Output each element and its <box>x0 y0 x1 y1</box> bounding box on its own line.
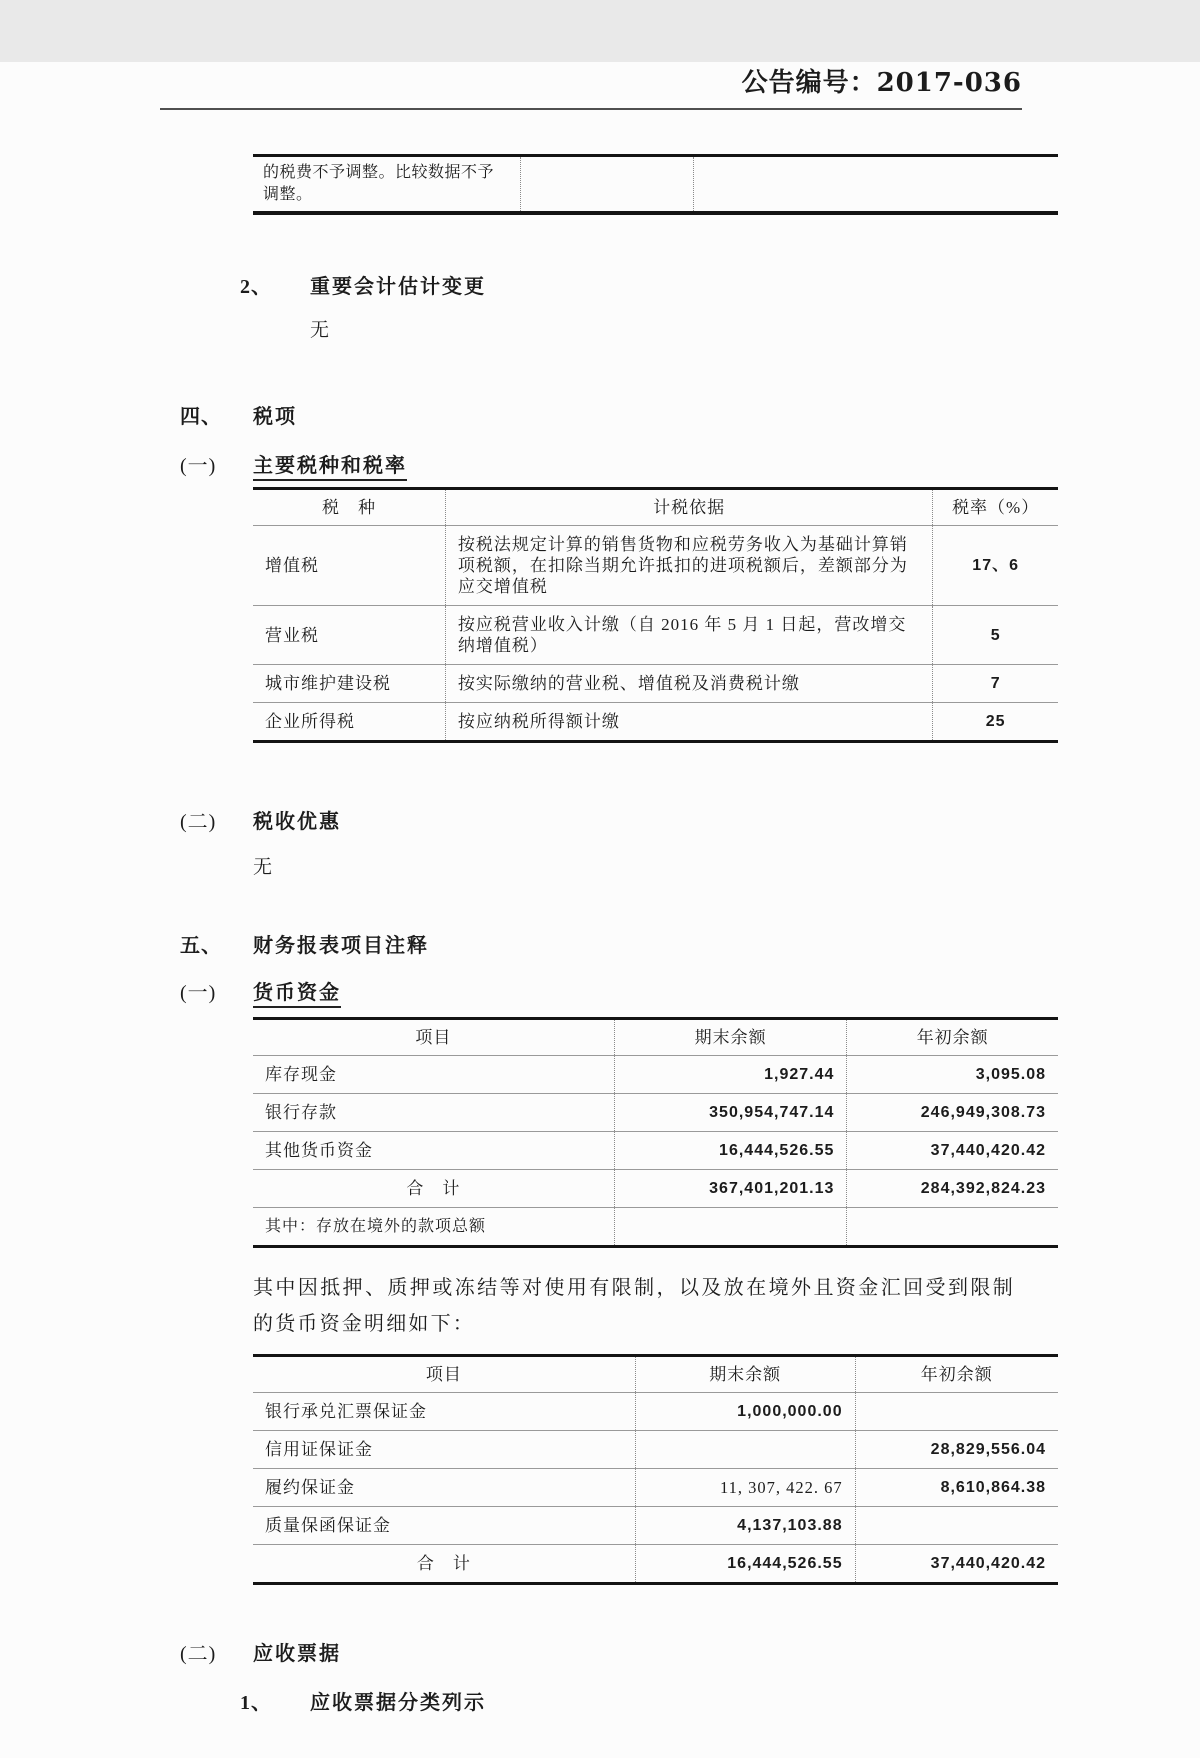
table-cell: 37,440,420.42 <box>847 1132 1058 1170</box>
table-cell <box>694 156 1058 214</box>
section-title: 税项 <box>253 406 297 428</box>
table-cell: 银行承兑汇票保证金 <box>253 1393 635 1431</box>
section-number: 五、 <box>180 935 222 957</box>
table-row-total <box>253 1170 1058 1208</box>
table-cell: 库存现金 <box>253 1056 614 1094</box>
table-cell: 其他货币资金 <box>253 1132 614 1170</box>
section-number: (二) <box>180 811 217 833</box>
table-cell <box>855 1507 1058 1545</box>
section-title: 税收优惠 <box>253 811 341 833</box>
table-cell: 284,392,824.23 <box>847 1170 1058 1208</box>
table-cell: 按应纳税所得额计缴 <box>445 703 932 742</box>
section-heading-2 <box>0 270 1200 299</box>
table-cell: 按税法规定计算的销售货物和应税劳务收入为基础计算销项税额，在扣除当期允许抵扣的进项税额后，差额部分为应交增值税 <box>445 526 932 606</box>
table-cell: 25 <box>985 713 1006 730</box>
announcement-number: 公告编号：2017-036 <box>741 68 1022 98</box>
table-row <box>253 606 1058 665</box>
column-header: 计税依据 <box>445 489 932 526</box>
table-cell: 8,610,864.38 <box>855 1469 1058 1507</box>
table-row <box>253 1208 1058 1247</box>
table-cell: 1,000,000.00 <box>635 1393 855 1431</box>
column-header: 税 种 <box>253 489 445 526</box>
section-title: 应收票据分类列示 <box>310 1692 486 1714</box>
cash-table <box>253 1017 1058 1248</box>
section-heading-5-2 <box>0 1637 1200 1666</box>
section-number: (一) <box>180 982 217 1004</box>
section-number: 1、 <box>240 1692 272 1714</box>
table-header-row <box>253 1019 1058 1056</box>
table-cell: 的税费不予调整。比较数据不予调整。 <box>253 156 520 214</box>
section-heading-5 <box>0 929 1200 958</box>
table-cell: 7 <box>933 665 1058 703</box>
column-header: 项目 <box>253 1019 614 1056</box>
table-cell <box>855 1393 1058 1431</box>
section-body: 无 <box>253 857 273 878</box>
restricted-funds-note: 其中因抵押、质押或冻结等对使用有限制，以及放在境外且资金汇回受到限制的货币资金明细如下： <box>253 1277 1015 1335</box>
table-cell: 营业税 <box>253 606 445 665</box>
table-row <box>253 1056 1058 1094</box>
table-cell: 350,954,747.14 <box>614 1094 847 1132</box>
table-cell: 16,444,526.55 <box>614 1132 847 1170</box>
column-header: 项目 <box>253 1356 635 1393</box>
table-cell: 合 计 <box>253 1170 614 1208</box>
table-cell <box>847 1208 1058 1247</box>
table-row <box>253 1393 1058 1431</box>
table-cell <box>520 156 693 214</box>
section-title: 主要税种和税率 <box>253 455 407 481</box>
carryover-table <box>253 154 1058 215</box>
table-cell: 37,440,420.42 <box>930 1555 1046 1572</box>
section-title: 重要会计估计变更 <box>310 276 486 298</box>
section-title: 货币资金 <box>253 982 341 1008</box>
table-row <box>253 1469 1058 1507</box>
table-cell <box>635 1431 855 1469</box>
table-row <box>253 665 1058 703</box>
table-cell: 履约保证金 <box>253 1469 635 1507</box>
table-header-row <box>253 489 1058 526</box>
table-cell: 按应税营业收入计缴（自 2016 年 5 月 1 日起，营改增交纳增值税） <box>445 606 932 665</box>
table-cell: 367,401,201.13 <box>614 1170 847 1208</box>
section-heading-4-2 <box>0 805 1200 834</box>
table-cell: 3,095.08 <box>847 1056 1058 1094</box>
table-cell: 246,949,308.73 <box>847 1094 1058 1132</box>
table-cell: 5 <box>933 606 1058 665</box>
table-cell: 信用证保证金 <box>253 1431 635 1469</box>
section-number: 2、 <box>240 276 272 298</box>
table-row <box>253 1132 1058 1170</box>
section-number: 四、 <box>180 406 222 428</box>
table-row <box>253 703 1058 742</box>
section-heading-5-1 <box>0 976 1200 1005</box>
header-rule <box>160 108 1022 110</box>
table-cell <box>614 1208 847 1247</box>
table-row-total <box>253 1545 1058 1584</box>
table-row <box>253 526 1058 606</box>
table-cell: 增值税 <box>253 526 445 606</box>
table-cell: 企业所得税 <box>253 703 445 742</box>
table-cell: 银行存款 <box>253 1094 614 1132</box>
tax-rate-table <box>253 487 1058 743</box>
table-row <box>253 1507 1058 1545</box>
table-row <box>253 156 1058 214</box>
table-header-row <box>253 1356 1058 1393</box>
table-cell: 城市维护建设税 <box>253 665 445 703</box>
section-title: 财务报表项目注释 <box>253 935 429 957</box>
table-cell: 1,927.44 <box>614 1056 847 1094</box>
section-number: (二) <box>180 1643 217 1665</box>
section-body: 无 <box>310 320 330 341</box>
table-cell: 合 计 <box>253 1545 635 1584</box>
section-heading-4-1 <box>0 449 1200 478</box>
column-header: 年初余额 <box>855 1356 1058 1393</box>
column-header: 税率（%） <box>933 489 1058 526</box>
restricted-funds-table <box>253 1354 1058 1585</box>
table-row <box>253 1094 1058 1132</box>
table-cell: 28,829,556.04 <box>855 1431 1058 1469</box>
table-cell: 17、6 <box>933 526 1058 606</box>
table-cell: 其中：存放在境外的款项总额 <box>253 1208 614 1247</box>
document-page <box>0 62 1200 1758</box>
table-cell: 按实际缴纳的营业税、增值税及消费税计缴 <box>445 665 932 703</box>
section-heading-5-2-1 <box>0 1686 1200 1715</box>
column-header: 年初余额 <box>847 1019 1058 1056</box>
column-header: 期末余额 <box>614 1019 847 1056</box>
section-number: (一) <box>180 455 217 477</box>
column-header: 期末余额 <box>635 1356 855 1393</box>
table-cell: 11, 307, 422. 67 <box>635 1469 855 1507</box>
table-row <box>253 1431 1058 1469</box>
table-cell: 质量保函保证金 <box>253 1507 635 1545</box>
table-cell: 16,444,526.55 <box>635 1545 855 1584</box>
section-heading-4 <box>0 400 1200 429</box>
table-cell: 4,137,103.88 <box>635 1507 855 1545</box>
section-title: 应收票据 <box>253 1643 341 1665</box>
